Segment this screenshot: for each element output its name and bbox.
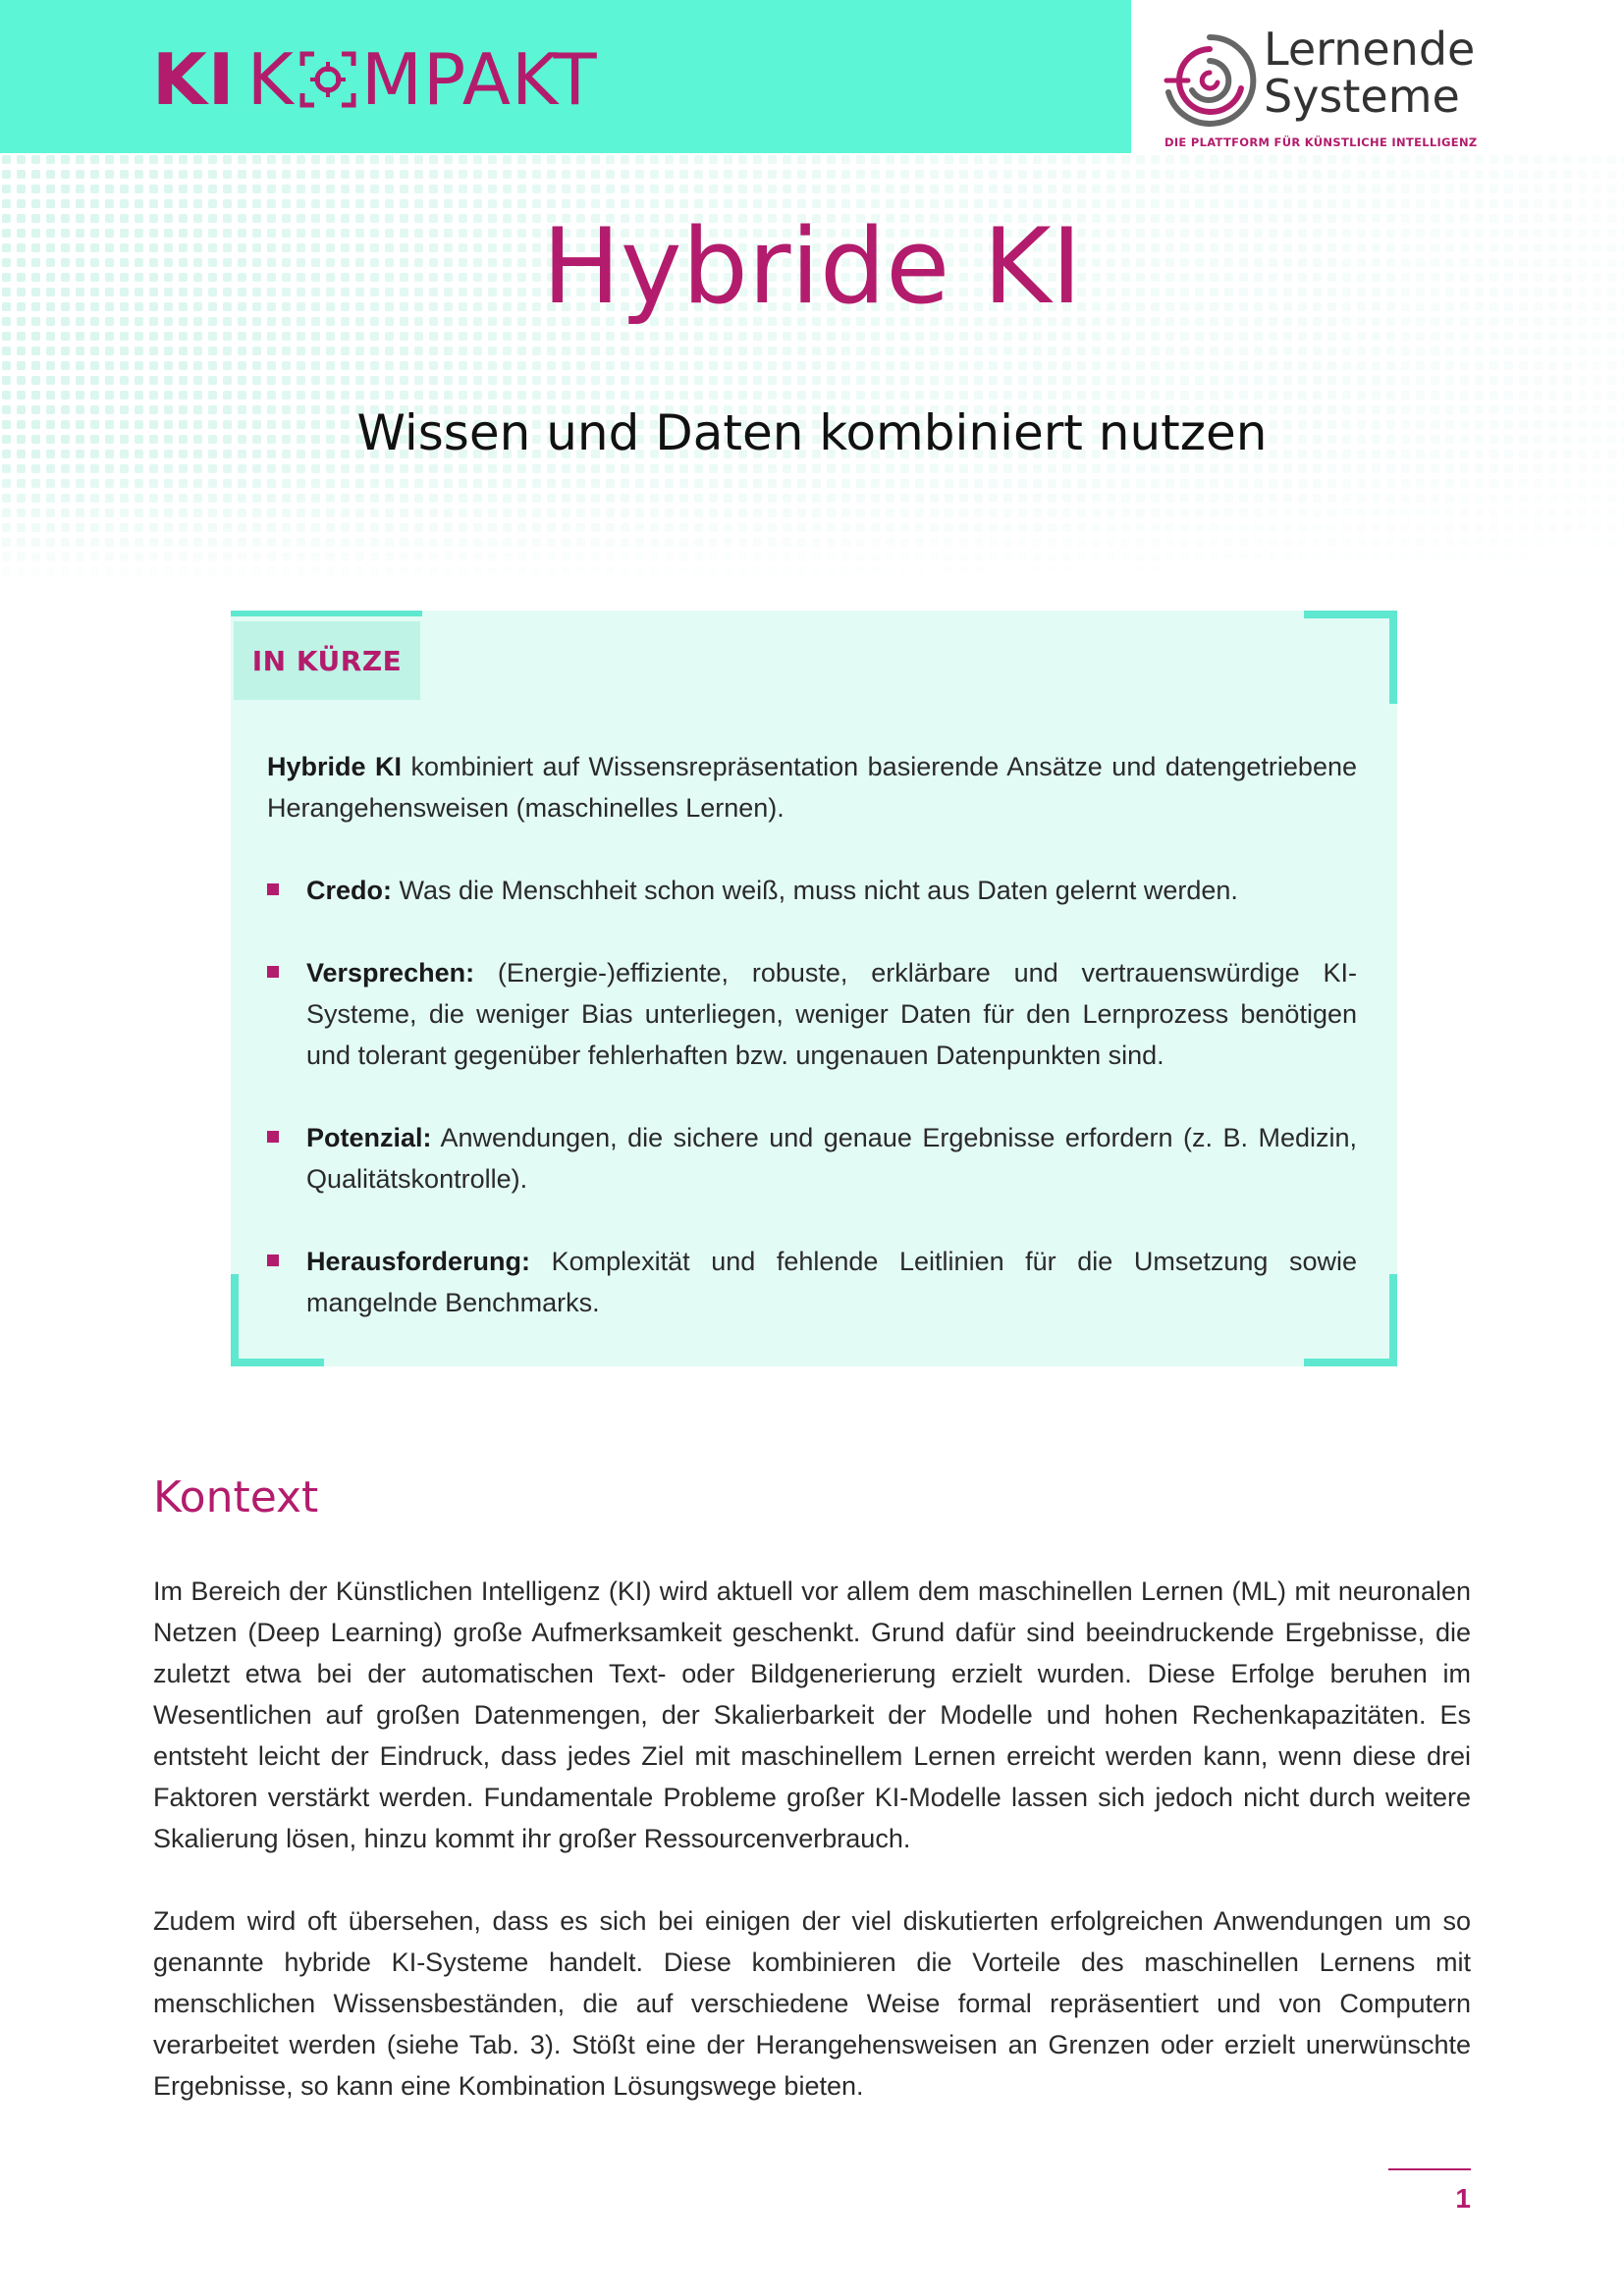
summary-bullet [267, 952, 1357, 1076]
maze-icon [1161, 31, 1259, 130]
bullet-text: (Energie-)effiziente, robuste, erklärbare und vertrauenswürdige KI-Systeme, die weniger Bias unterliegen, weniger Daten für den Lernprozess benötigen und tolerant gegenüber fehlerhaften bzw. ungenauen Datenpunkten sind. [306, 958, 1357, 1070]
logo-tagline: DIE PLATTFORM FÜR KÜNSTLICHE INTELLIGENZ [1164, 135, 1478, 149]
bullet-square-icon [267, 883, 279, 895]
box-corner-br-v [1389, 1274, 1397, 1366]
ki-kompakt-logo [152, 35, 598, 124]
brand-ki: KI [152, 38, 236, 121]
bullet-term: Potenzial: [306, 1123, 432, 1152]
bullet-term: Credo: [306, 876, 392, 905]
summary-bullet [267, 1117, 1357, 1200]
body-paragraph: Zudem wird oft übersehen, dass es sich bei einigen der viel diskutierten erfolgreichen Anwendungen um so genannte hybride KI-Systeme handelt. Diese kombinieren die Vorteile des maschinellen Lernens mit menschlichen Wissensbeständen, die auf verschiedene Weise formal repräsentiert und von Computern verarbeitet werden (siehe Tab. 3). Stößt eine der Herangehensweisen an Grenzen oder erzielt unerwünschte Ergebnisse, so kann eine Kombination Lösungswege bieten. [153, 1906, 1471, 2101]
summary-bullet [267, 870, 1357, 911]
box-label-top-line [231, 611, 422, 616]
brand-rest: MPAKT [360, 38, 598, 121]
summary-label: IN KÜRZE [234, 621, 420, 700]
bullet-square-icon [267, 1131, 279, 1143]
bullet-term: Herausforderung: [306, 1247, 531, 1276]
bullet-text: Anwendungen, die sichere und genaue Ergebnisse erfordern (z. B. Medizin, Qualitätskontrolle). [306, 1123, 1357, 1194]
logo-line-1: Lernende [1264, 23, 1476, 76]
box-corner-bl-h [231, 1359, 324, 1366]
box-corner-tr-v [1389, 611, 1397, 704]
bullet-term: Versprechen: [306, 958, 475, 988]
brand-k: K [246, 38, 295, 121]
section-heading-kontext: Kontext [153, 1472, 319, 1522]
crosshair-icon [298, 50, 357, 109]
body-paragraph: Im Bereich der Künstlichen Intelligenz (KI) wird aktuell vor allem dem maschinellen Lernen (ML) mit neuronalen Netzen (Deep Learning) große Aufmerksamkeit geschenkt. Grund dafür sind beeindruckende Ergebnisse, die zuletzt etwa bei der automatischen Text- oder Bildgenerierung erzielt wurden. Diese Erfolge beruhen im Wesentlichen auf großen Datenmengen, der Skalierbarkeit der Modelle und hohen Rechenkapazitäten. Es entsteht leicht der Eindruck, dass jedes Ziel mit maschinellem Lernen erreicht werden kann, wenn diese drei Faktoren verstärkt werden. Fundamentale Probleme großer KI-Modelle lassen sich jedoch nicht durch weitere Skalierung lösen, hinzu kommt ihr großer Ressourcenverbrauch. [153, 1576, 1471, 1853]
page-number: 1 [1455, 2183, 1471, 2214]
page-number-rule [1388, 2168, 1471, 2170]
box-corner-tr-h [1304, 611, 1397, 618]
lernende-systeme-logo [1161, 23, 1485, 153]
logo-name [1264, 23, 1489, 123]
bullet-text: Was die Menschheit schon weiß, muss nicht aus Daten gelernt werden. [392, 876, 1238, 905]
page-title: Hybride KI [542, 206, 1082, 327]
bullet-square-icon [267, 966, 279, 978]
bullet-square-icon [267, 1255, 279, 1266]
logo-line-2: Systeme [1264, 70, 1460, 123]
bullet-text: Komplexität und fehlende Leitlinien für die Umsetzung sowie mangelnde Benchmarks. [306, 1247, 1357, 1317]
summary-bullet [267, 1241, 1357, 1323]
summary-intro [267, 746, 1357, 828]
summary-intro-text: kombiniert auf Wissensrepräsentation basierende Ansätze und datengetriebene Herangehensweisen (maschinelles Lernen). [267, 752, 1357, 823]
page-subtitle: Wissen und Daten kombiniert nutzen [356, 404, 1268, 461]
summary-intro-bold: Hybride KI [267, 752, 403, 781]
box-corner-bl-v [231, 1274, 239, 1366]
box-corner-br-h [1304, 1359, 1397, 1366]
